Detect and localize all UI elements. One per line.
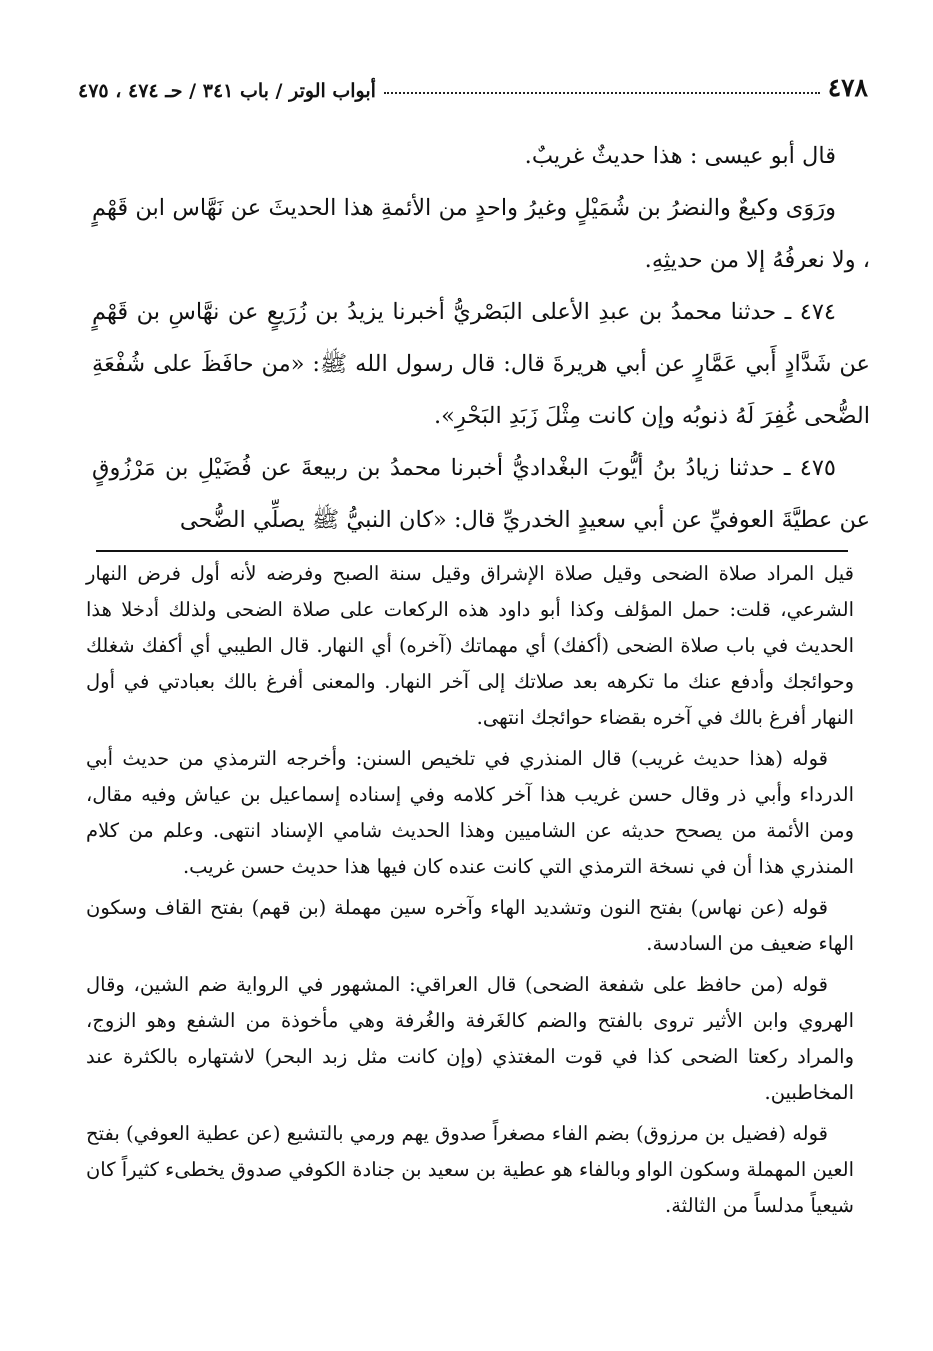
note-paragraph: قيل المراد صلاة الضحى وقيل صلاة الإشراق وقيل سنة الصبح وفرضه لأنه أول فرض النهار الشرعي، قلت: حمل المؤلف وكذا أبو داود هذه الركعات على صلاة الضحى ولذلك أدخلا هذا الحديث في باب صلاة الضحى (أكفك) أي مهماتك (آخره) أي النهار. قال الطيبي أي أكفك شغلك وحوائجك وأدفع عنك ما تكرهه بعد صلاتك إلى آخر النهار. والمعنى أفرغ بالك بعبادتي في أول النهار أفرغ بالك في آخره بقضاء حوائجك انتهى.: [86, 562, 854, 729]
note-paragraph: قوله (هذا حديث غريب) قال المنذري في تلخيص السنن: وأخرجه الترمذي من حديث أبي الدرداء وأبي ذر وقال حسن غريب هذا آخر كلامه وفي إسناده إسماعيل بن عياش وفيه مقال، ومن الأئمة من يصحح حديثه عن الشاميين وهذا الحديث شامي الإسناد انتهى. وعلم من كلام المنذري هذا أن في نسخة الترمذي التي كانت عنده كان فيها هذا حديث حسن غريب.: [86, 747, 854, 878]
note-paragraph: قوله (عن نهاس) بفتح النون وتشديد الهاء وآخره سين مهملة (بن قهم) بفتح القاف وسكون الهاء ضعيف من السادسة.: [86, 896, 854, 955]
page-header: [78, 62, 868, 102]
header-leader-dots: [384, 91, 820, 94]
note-paragraph: قوله (فضيل بن مرزوق) بضم الفاء مصغراً صدوق يهم ورمي بالتشيع (عن عطية العوفي) بفتح العين المهملة وسكون الواو وبالفاء هو عطية بن سعيد بن جنادة الكوفي صدوق يخطىء كثيراً كان شيعياً مدلساً من الثالثة.: [85, 1122, 854, 1217]
running-title: أبواب الوتر / باب ٣٤١ / حـ ٤٧٤ ، ٤٧٥: [78, 80, 376, 102]
main-paragraph: ورَوَى وكيعٌ والنضرُ بن شُمَيْلٍ وغيرُ واحدٍ من الأئمةِ هذا الحديثَ عن نَهَّاس ابن قَهْمٍ ، ولا نعرفُهُ إلا من حديثِهِ.: [92, 195, 870, 273]
footnote-divider: [96, 550, 848, 552]
main-text: [92, 130, 870, 546]
hadith-475: ٤٧٥ ـ حدثنا زيادُ بنُ أيُّوبَ البغْداديُّ أخبرنا محمدُ بن ربيعةَ عن فُضَيْلِ بن مَرْزُوقٍ عن عطيَّةَ العوفيِّ عن أبي سعيدٍ الخدريِّ قال: «كان النبيُّ ﷺ يصلِّي الضُّحى: [92, 455, 870, 533]
commentary-notes: [86, 556, 854, 1229]
hadith-474: ٤٧٤ ـ حدثنا محمدُ بن عبدِ الأعلى البَصْريُّ أخبرنا يزيدُ بن زُرَيعٍ عن نهَّاسِ بن قَهْمٍ عن شَدَّادٍ أَبي عَمَّارٍ عن أبي هريرةَ قال: قال رسول الله ﷺ: «من حافَظَ على شُفْعَةِ الضُّحى غُفِرَ لَهُ ذنوبُه وإن كانت مِثْلَ زَبَدِ البَحْرِ».: [92, 299, 870, 429]
note-paragraph: قوله (من حافظ على شفعة الضحى) قال العراقي: المشهور في الرواية ضم الشين، وقال الهروي وابن الأثير تروى بالفتح والضم كالغَرفة والغُرفة وهي مأخوذة من الشفع وهو الزوج، والمراد ركعتا الضحى كذا في قوت المغتذي (وإن كانت مثل زبد البحر) لاشتهاره بالكثرة عند المخاطبين.: [86, 973, 854, 1104]
main-paragraph: قال أبو عيسى : هذا حديثٌ غريبٌ.: [524, 143, 836, 169]
page-number: ٤٧٨: [827, 73, 868, 102]
